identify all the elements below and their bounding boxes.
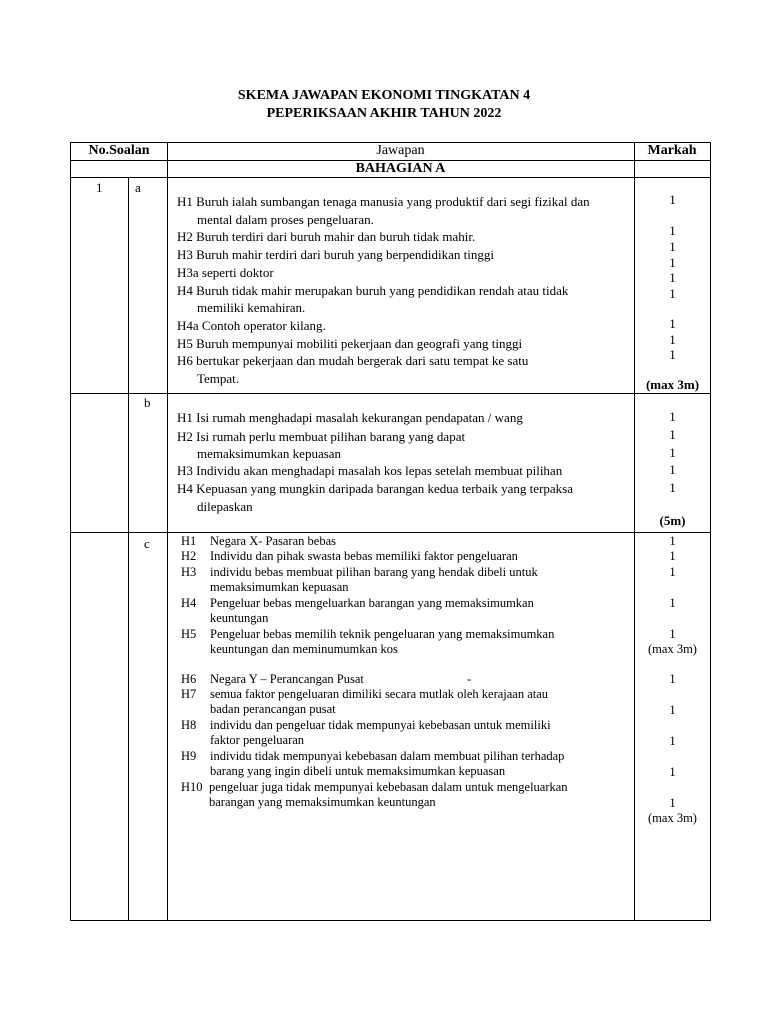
part-label-c: c bbox=[144, 536, 150, 551]
mark-c: 1 bbox=[669, 596, 676, 610]
answer-line-a: H5 Buruh mempunyai mobiliti pekerjaan dan geografi yang tinggi bbox=[177, 336, 523, 351]
answer-line-b: H1 Isi rumah menghadapi masalah kekurangan pendapatan / wang bbox=[177, 410, 523, 425]
answer-line-c: faktor pengeluaran bbox=[210, 733, 305, 747]
table-left-border bbox=[70, 142, 71, 921]
answer-line-a: H6 bertukar pekerjaan dan mudah bergerak dari satu tempat ke satu bbox=[177, 353, 529, 368]
header-markah: Markah bbox=[647, 143, 697, 158]
answer-code-c: H7 bbox=[181, 687, 197, 701]
answer-line-c: Negara Y – Perancangan Pusat bbox=[210, 672, 364, 686]
answer-code-c: H10 bbox=[181, 780, 203, 794]
section-heading: BAHAGIAN A bbox=[355, 161, 446, 176]
header-jawapan: Jawapan bbox=[376, 143, 425, 158]
answer-code-c: H9 bbox=[181, 749, 197, 763]
answer-line-a: H3 Buruh mahir terdiri dari buruh yang berpendidikan tinggi bbox=[177, 247, 494, 262]
answer-line-c: individu bebas membuat pilihan barang yang hendak dibeli untuk bbox=[210, 565, 538, 579]
answer-line-c: badan perancangan pusat bbox=[210, 702, 336, 716]
header-no-soalan: No.Soalan bbox=[88, 143, 150, 158]
mark-c: 1 bbox=[669, 565, 676, 579]
answer-line-c: individu dan pengeluar tidak mempunyai kebebasan untuk memiliki bbox=[210, 718, 551, 732]
mark-total-b: (5m) bbox=[659, 513, 686, 528]
table-right-border bbox=[710, 142, 711, 921]
mark-c: 1 bbox=[669, 734, 676, 748]
mark-a: 1 bbox=[669, 223, 676, 238]
mark-b: 1 bbox=[669, 427, 676, 442]
answer-line-c: Pengeluar bebas memilih teknik pengeluaran yang memaksimumkan bbox=[210, 627, 555, 641]
mark-b: 1 bbox=[669, 480, 676, 495]
mark-c: 1 bbox=[669, 796, 676, 810]
answer-line-a: H3a seperti doktor bbox=[177, 265, 274, 280]
answer-line-b: memaksimumkan kepuasan bbox=[197, 446, 342, 461]
mark-a: 1 bbox=[669, 255, 676, 270]
jawapan-column-divider bbox=[167, 142, 168, 921]
part-column-divider bbox=[128, 177, 129, 920]
mark-a: 1 bbox=[669, 316, 676, 331]
answer-line-a: mental dalam proses pengeluaran. bbox=[197, 212, 374, 227]
answer-line-c: Individu dan pihak swasta bebas memiliki faktor pengeluaran bbox=[210, 549, 518, 563]
mark-b: 1 bbox=[669, 445, 676, 460]
answer-line-b: H3 Individu akan menghadapi masalah kos lepas setelah membuat pilihan bbox=[177, 463, 563, 478]
answer-line-b: H2 Isi rumah perlu membuat pilihan barang yang dapat bbox=[177, 429, 466, 444]
mark-c: 1 bbox=[669, 703, 676, 717]
mark-a: 1 bbox=[669, 347, 676, 362]
mark-a: 1 bbox=[669, 270, 676, 285]
mark-a: 1 bbox=[669, 192, 676, 207]
mark-total-c: (max 3m) bbox=[648, 642, 697, 656]
answer-line-a: Tempat. bbox=[197, 371, 240, 386]
answer-line-c: keuntungan bbox=[210, 611, 269, 625]
answer-line-c: semua faktor pengeluaran dimiliki secara mutlak oleh kerajaan atau bbox=[210, 687, 549, 701]
mark-a: 1 bbox=[669, 332, 676, 347]
mark-c: 1 bbox=[669, 549, 676, 563]
part-label-b: b bbox=[144, 395, 151, 410]
mark-b: 1 bbox=[669, 409, 676, 424]
answer-line-c: pengeluar juga tidak mempunyai kebebasan dalam untuk mengeluarkan bbox=[209, 780, 568, 794]
answer-line-c: Negara X- Pasaran bebas bbox=[210, 534, 336, 548]
answer-line-a: H4a Contoh operator kilang. bbox=[177, 318, 326, 333]
answer-line-b: H4 Kepuasan yang mungkin daripada barangan kedua terbaik yang terpaksa bbox=[177, 481, 573, 496]
mark-total-a: (max 3m) bbox=[645, 377, 700, 392]
answer-dash-c: - bbox=[467, 672, 472, 686]
answer-line-a: H1 Buruh ialah sumbangan tenaga manusia yang produktif dari segi fizikal dan bbox=[177, 194, 590, 209]
answer-code-c: H5 bbox=[181, 627, 197, 641]
answer-code-c: H4 bbox=[181, 596, 197, 610]
answer-line-c: barangan yang memaksimumkan keuntungan bbox=[209, 795, 436, 809]
answer-line-c: Pengeluar bebas mengeluarkan barangan yang memaksimumkan bbox=[210, 596, 534, 610]
answer-code-c: H3 bbox=[181, 565, 197, 579]
answer-line-b: dilepaskan bbox=[197, 499, 253, 514]
answer-line-c: keuntungan dan meminumumkan kos bbox=[210, 642, 398, 656]
answer-line-c: barang yang ingin dibeli untuk memaksimumkan kepuasan bbox=[210, 764, 506, 778]
document-title: SKEMA JAWAPAN EKONOMI TINGKATAN 4 bbox=[237, 88, 531, 103]
document-subtitle: PEPERIKSAAN AKHIR TAHUN 2022 bbox=[266, 106, 502, 121]
answer-line-a: H4 Buruh tidak mahir merupakan buruh yang pendidikan rendah atau tidak bbox=[177, 283, 569, 298]
mark-c: 1 bbox=[669, 534, 676, 548]
part-label-a: a bbox=[135, 180, 141, 195]
mark-b: 1 bbox=[669, 462, 676, 477]
mark-a: 1 bbox=[669, 239, 676, 254]
answer-line-a: H2 Buruh terdiri dari buruh mahir dan buruh tidak mahir. bbox=[177, 229, 476, 244]
answer-line-a: memiliki kemahiran. bbox=[197, 300, 306, 315]
mark-c: 1 bbox=[669, 672, 676, 686]
mark-c: 1 bbox=[669, 765, 676, 779]
answer-code-c: H1 bbox=[181, 534, 197, 548]
mark-a: 1 bbox=[669, 286, 676, 301]
answer-code-c: H2 bbox=[181, 549, 197, 563]
answer-line-c: memaksimumkan kepuasan bbox=[210, 580, 349, 594]
answer-line-c: individu tidak mempunyai kebebasan dalam membuat pilihan terhadap bbox=[210, 749, 565, 763]
mark-c: 1 bbox=[669, 627, 676, 641]
mark-total-c: (max 3m) bbox=[648, 811, 697, 825]
answer-code-c: H8 bbox=[181, 718, 197, 732]
answer-code-c: H6 bbox=[181, 672, 197, 686]
question-number: 1 bbox=[96, 180, 103, 195]
